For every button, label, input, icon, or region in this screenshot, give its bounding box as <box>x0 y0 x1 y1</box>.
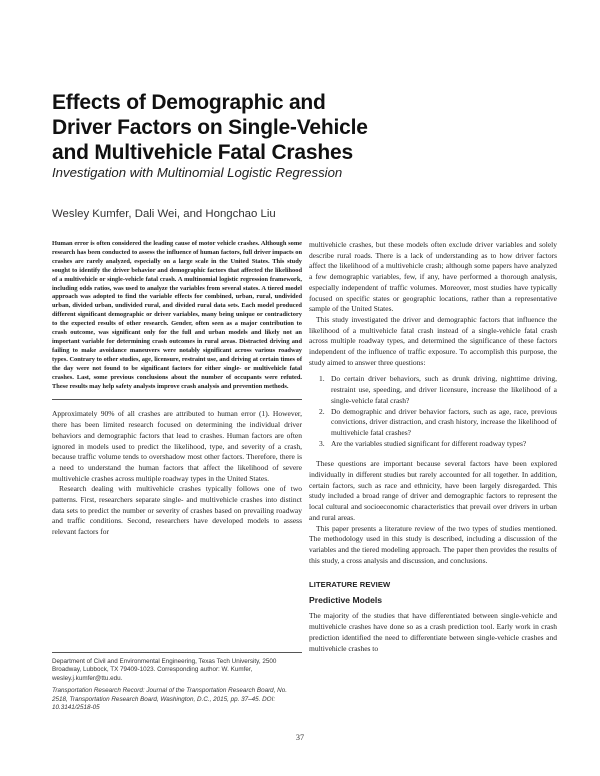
question-text: Are the variables studied significant for different roadway types? <box>331 438 527 448</box>
question-number: 2. <box>319 406 325 416</box>
affiliation-note: Department of Civil and Environmental Engineering, Texas Tech University, 2500 Broadway, Lubbock, TX 79409-1023. Corresponding author: W. Kumfer, wesley.j.kumfer@ttu.edu. <box>52 658 277 682</box>
question-text: Do demographic and driver behavior factors, such as age, race, previous convictions, driver distraction, and crash history, increase the likelihood of multivehicle fatal crashes? <box>331 406 557 437</box>
body-paragraph: This study investigated the driver and demographic factors that influence the likelihood of a multivehicle fatal crash instead of a single-vehicle fatal crash across multiple roadway types, and determined the significance of these factors independent of the influence of traffic exposure. To accomplish this purpose, the study aimed to answer three questions: <box>309 314 557 367</box>
question-item <box>309 407 557 439</box>
abstract-text: Human error is often considered the leading cause of motor vehicle crashes. Although some research has been conducted to assess the influence of human factors, full driver impacts on crashes are rarely analyzed, especially on a large scale in the United States. This study sought to identify the driver behavior and demographic factors that affected the likelihood of a multivehicle or single-vehicle fatal crash. A multinomial logistic regression framework, including odds ratios, was used to analyze the variables from several states. A tiered model approach was adopted to find the variable effects for combined, urban, rural, undivided urban, divided urban, undivided rural, and divided rural data sets. Each model produced different significant demographic or driver variables, many being unique or contradictory to the expected results of other research. Gender, often seen as a major contribution to crash outcome, was significant only for the full and urban models and likely not an important variable for determining crash outcomes in rural areas. Distracted driving and failing to make avoidance maneuvers were notably significant across various roadway types. Contrary to other studies, age, licensure, restraint use, and driving at certain times of the day were not found to be significant factors for either single- or multivehicle fatal crashes. Last, some previous conclusions about the number of occupants were refuted. These results may help safety analysts improve crash analysis and prevention methods. <box>52 240 302 390</box>
question-number: 1. <box>319 374 325 384</box>
citation-note: Transportation Research Record: Journal of the Transportation Research Board, No. 2518, Transportation Research Board, Washington, D.C., 2015, pp. 37–45. DOI: 10.3141/2518-05 <box>52 687 287 712</box>
paper-title <box>52 90 532 165</box>
footnote-divider <box>52 652 302 653</box>
research-questions <box>309 374 557 449</box>
paper-subtitle: Investigation with Multinomial Logistic Regression <box>52 165 343 180</box>
question-item <box>309 439 557 450</box>
body-paragraph: multivehicle crashes, but these models often exclude driver variables and solely describe rural roads. There is a lack of understanding as to how driver factors affect the likelihood of a multivehicle crash; although some papers have analyzed a few demographic variables, few, if any, have performed a thorough analysis, especially independent of traffic volumes. Moreover, most studies have typically focused on specific states or geographic locations, rather than a representative sample of the United States. <box>309 240 557 314</box>
intro-left <box>52 409 302 537</box>
body-paragraph: Research dealing with multivehicle crashes typically follows one of two patterns. First, researchers separate single- and multivehicle crashes into distinct data sets to predict the number or severity of crashes based on prevailing roadway and traffic conditions. Second, researchers have developed models to assess relevant factors for <box>52 484 302 537</box>
body-paragraph: This paper presents a literature review of the two types of studies mentioned. The methodology used in this study is described, including a discussion of the variables and the tiered modeling approach. The paper then provides the results of this study, a cross analysis and discussion, and conclusions. <box>309 523 557 565</box>
section-heading: LITERATURE REVIEW <box>309 580 391 590</box>
left-column <box>52 240 302 538</box>
body-paragraph: These questions are important because several factors have been explored individually in different studies but rarely accounted for all together. In addition, certain factors, such as race and ethnicity, have been largely disregarded. This study included a broad range of driver and demographic factors to represent the local cultural and socioeconomic characteristics that prevail over drivers in urban and rural areas. <box>309 459 557 522</box>
question-number: 3. <box>319 438 325 448</box>
title-line: Effects of Demographic and <box>52 91 326 114</box>
footnote-area <box>52 652 302 716</box>
title-line: Driver Factors on Single-Vehicle <box>52 116 368 139</box>
right-column <box>309 240 557 654</box>
question-item <box>309 374 557 406</box>
abstract <box>52 240 302 391</box>
title-line: and Multivehicle Fatal Crashes <box>52 141 353 164</box>
subsection-heading: Predictive Models <box>309 595 383 606</box>
intro-right <box>309 240 557 654</box>
abstract-divider <box>52 399 302 400</box>
page-number: 37 <box>295 733 305 742</box>
body-paragraph: The majority of the studies that have differentiated between single-vehicle and multivehicle crashes have done so as a crash prediction tool. Early work in crash prediction identified the need to differentiate between single-vehicle crashes and multivehicle crashes to <box>309 611 557 653</box>
question-text: Do certain driver behaviors, such as drunk driving, nighttime driving, restraint use, speeding, and driver licensure, increase the likelihood of a single-vehicle fatal crash? <box>331 374 557 405</box>
body-paragraph: Approximately 90% of all crashes are attributed to human error (1). However, there has been limited research focused on determining the individual driver behaviors and demographic factors that lead to crashes. Human factors are often ignored in models used to predict the likelihood, type, and severity of a crash, because traffic volume tends to overshadow most other factors. Therefore, there is a need to understand the human factors that affect the likelihood of severe multivehicle crashes across multiple roadway types in the United States. <box>52 409 302 483</box>
author-list: Wesley Kumfer, Dali Wei, and Hongchao Liu <box>52 208 276 220</box>
